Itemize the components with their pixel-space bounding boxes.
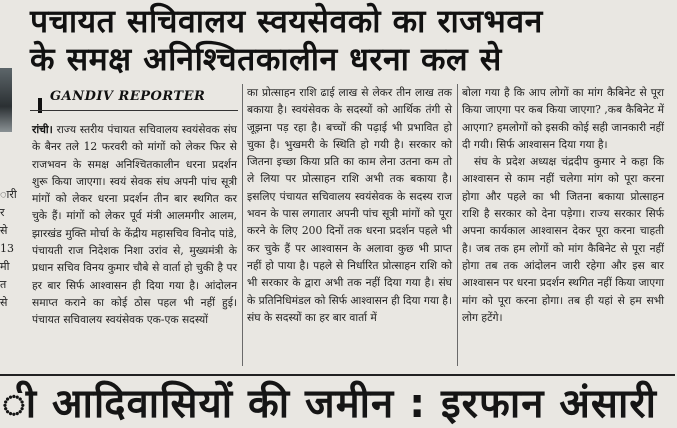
- byline-rule: [30, 110, 238, 111]
- adjacent-story-photo: [0, 68, 12, 132]
- dateline: रांची।: [32, 123, 53, 136]
- headline-line-2: के समक्ष अनिश्चितकालीन धरना कल से: [30, 40, 502, 78]
- article-column-3: [462, 84, 664, 369]
- byline: GANDIV REPORTER: [50, 89, 206, 104]
- column-3-paragraph-1: बोला गया है कि आप लोगों का मांग कैबिनेट से पूरा किया जाएगा पर कब किया जाएगा? ,कब कैबिनेट में आएगा? हमलोगों को इसकी कोई सही जानकारी नहीं दी गयी। सिर्फ आश्वासन दिया गया है।: [462, 86, 664, 151]
- column-1-text: राज्य स्तरीय पंचायत सचिवालय स्वयंसेवक संघ के बैनर तले 12 फरवरी को मांगों को लेकर फिर से राजभवन के समक्ष अनिश्चितकालीन धरना प्रदर्शन शुरू किया जाएगा। स्वयं सेवक संघ अपनी पांच सूत्री मांगों को लेकर धरना प्रदर्शन तीन बार स्थगित कर चुके हैं। मांगों को लेकर पूर्व मंत्री आलमगीर आलम, झारखंड मुक्ति मोर्चा के केंद्रीय महासचिव विनोद पांडे, पंचायती राज निदेशक निशा उरांव से, मुख्यमंत्री के प्रधान सचिव विनय कुमार चौबे से वार्ता हो चुकी है पर हर बार सिर्फ आश्वासन ही दिया गया है। आंदोलन समाप्त कराने का कोई ठोस पहल भी नहीं हुई। पंचायत सचिवालय स्वयंसेवक एक-एक सदस्यों: [32, 123, 237, 327]
- section-rule: [0, 374, 675, 376]
- next-story-headline: ी आदिवासियों की जमीन : इरफान अंसारी: [2, 381, 658, 427]
- adjacent-story-text: ारी र से 13 मी त से: [0, 188, 17, 309]
- headline-line-1: पचायत सचिवालय स्वयसेवको का राजभवन: [30, 2, 543, 40]
- column-divider: [242, 84, 243, 366]
- article-column-2: [247, 84, 452, 369]
- column-divider: [457, 84, 458, 366]
- column-3-paragraph-2: संघ के प्रदेश अध्यक्ष चंद्रदीप कुमार ने कहा कि आश्वासन से काम नहीं चलेगा मांग को पूरा करना होगा और पहले का भी जितना बकाया प्रोत्साहन राशि है सरकार को देना पड़ेगा। राज्य सरकार सिर्फ अपना कार्यकाल आश्वासन देकर पूरा करना चाहती है। जब तक हम लोगों को मांग कैबिनेट से पूरा नहीं होगा तब तक आंदोलन जारी रहेगा और इस बार आश्वासन पर धरना प्रदर्शन स्थगित नहीं किया जाएगा मांग को पूरा करना होगा। तब ही यहां से हम सभी लोग हटेंगे।: [462, 155, 664, 324]
- article-column-1: [32, 121, 237, 369]
- column-2-text: का प्रोत्साहन राशि ढाई लाख से लेकर तीन लाख तक बकाया है। स्वयंसेवक के सदस्यों को आर्थिक तंगी से जूझना पड़ रहा है। बच्चों की पढ़ाई भी प्रभावित हो चुका है। भुखमरी के स्थिति हो गयी है। सरकार को जितना इच्छा किया प्रति का काम लेना उतना कम तो ले लिया पर प्रोत्साहन राशि अभी तक बकाया है। इसलिए पंचायत सचिवालय स्वयंसेवक के सदस्य राज भवन के पास लगातार अपनी पांच सूत्री मांगों को पूरा करने के लिए 200 दिनों तक धरना प्रदर्शन पहले भी कर चुके हैं पर आश्वासन के अलावा कुछ भी प्राप्त नहीं हो पाया है। पहले से निर्धारित प्रोत्साहन राशि को भी सरकार के द्वारा अभी तक नहीं दिया गया है। संघ के प्रतिनिधिमंडल को सिर्फ आश्वासन ही दिया गया है। संघ के सदस्यों का हर बार वार्ता में: [247, 86, 452, 324]
